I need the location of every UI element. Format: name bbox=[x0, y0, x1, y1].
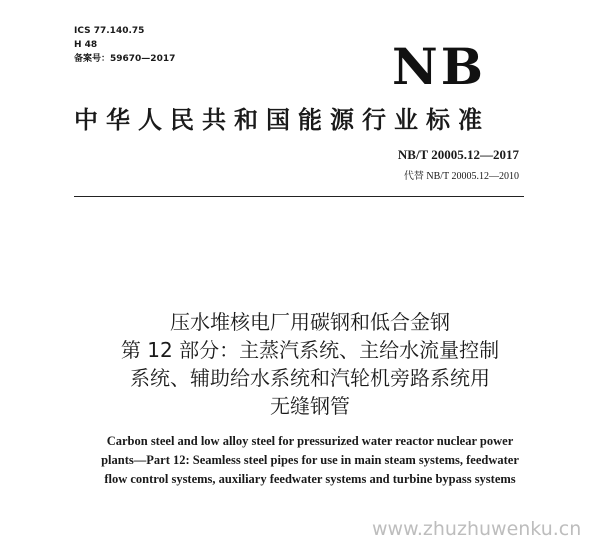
chinese-title-line: 系统、辅助给水系统和汽轮机旁路系统用 bbox=[130, 366, 490, 390]
chinese-title-line: 第 12 部分：主蒸汽系统、主给水流量控制 bbox=[120, 338, 500, 362]
header-divider bbox=[74, 196, 524, 197]
english-title-line: plants—Part 12: Seamless steel pipes for use in main steam systems, feedwater bbox=[101, 453, 519, 467]
english-title bbox=[60, 432, 560, 489]
site-watermark: www.zhuzhuwenku.cn bbox=[372, 518, 582, 540]
h-class-code: H 48 bbox=[74, 40, 98, 50]
english-title-line: Carbon steel and low alloy steel for pressurized water reactor nuclear power bbox=[106, 434, 514, 448]
nb-logo: NB bbox=[392, 37, 486, 96]
standard-organization-heading: 中华人民共和国能源行业标准 bbox=[74, 106, 490, 134]
english-title-line: flow control systems, auxiliary feedwater systems and turbine bypass systems bbox=[104, 472, 516, 486]
filing-number: 备案号：59670—2017 bbox=[74, 54, 176, 64]
chinese-title-line: 无缝钢管 bbox=[270, 394, 350, 418]
ics-code: ICS 77.140.75 bbox=[74, 26, 145, 36]
chinese-title bbox=[40, 308, 580, 420]
replaces-standard: 代替 NB/T 20005.12—2010 bbox=[403, 171, 519, 182]
classification-block bbox=[74, 24, 175, 66]
chinese-title-line: 压水堆核电厂用碳钢和低合金钢 bbox=[170, 310, 450, 334]
standard-number: NB/T 20005.12—2017 bbox=[397, 147, 519, 162]
